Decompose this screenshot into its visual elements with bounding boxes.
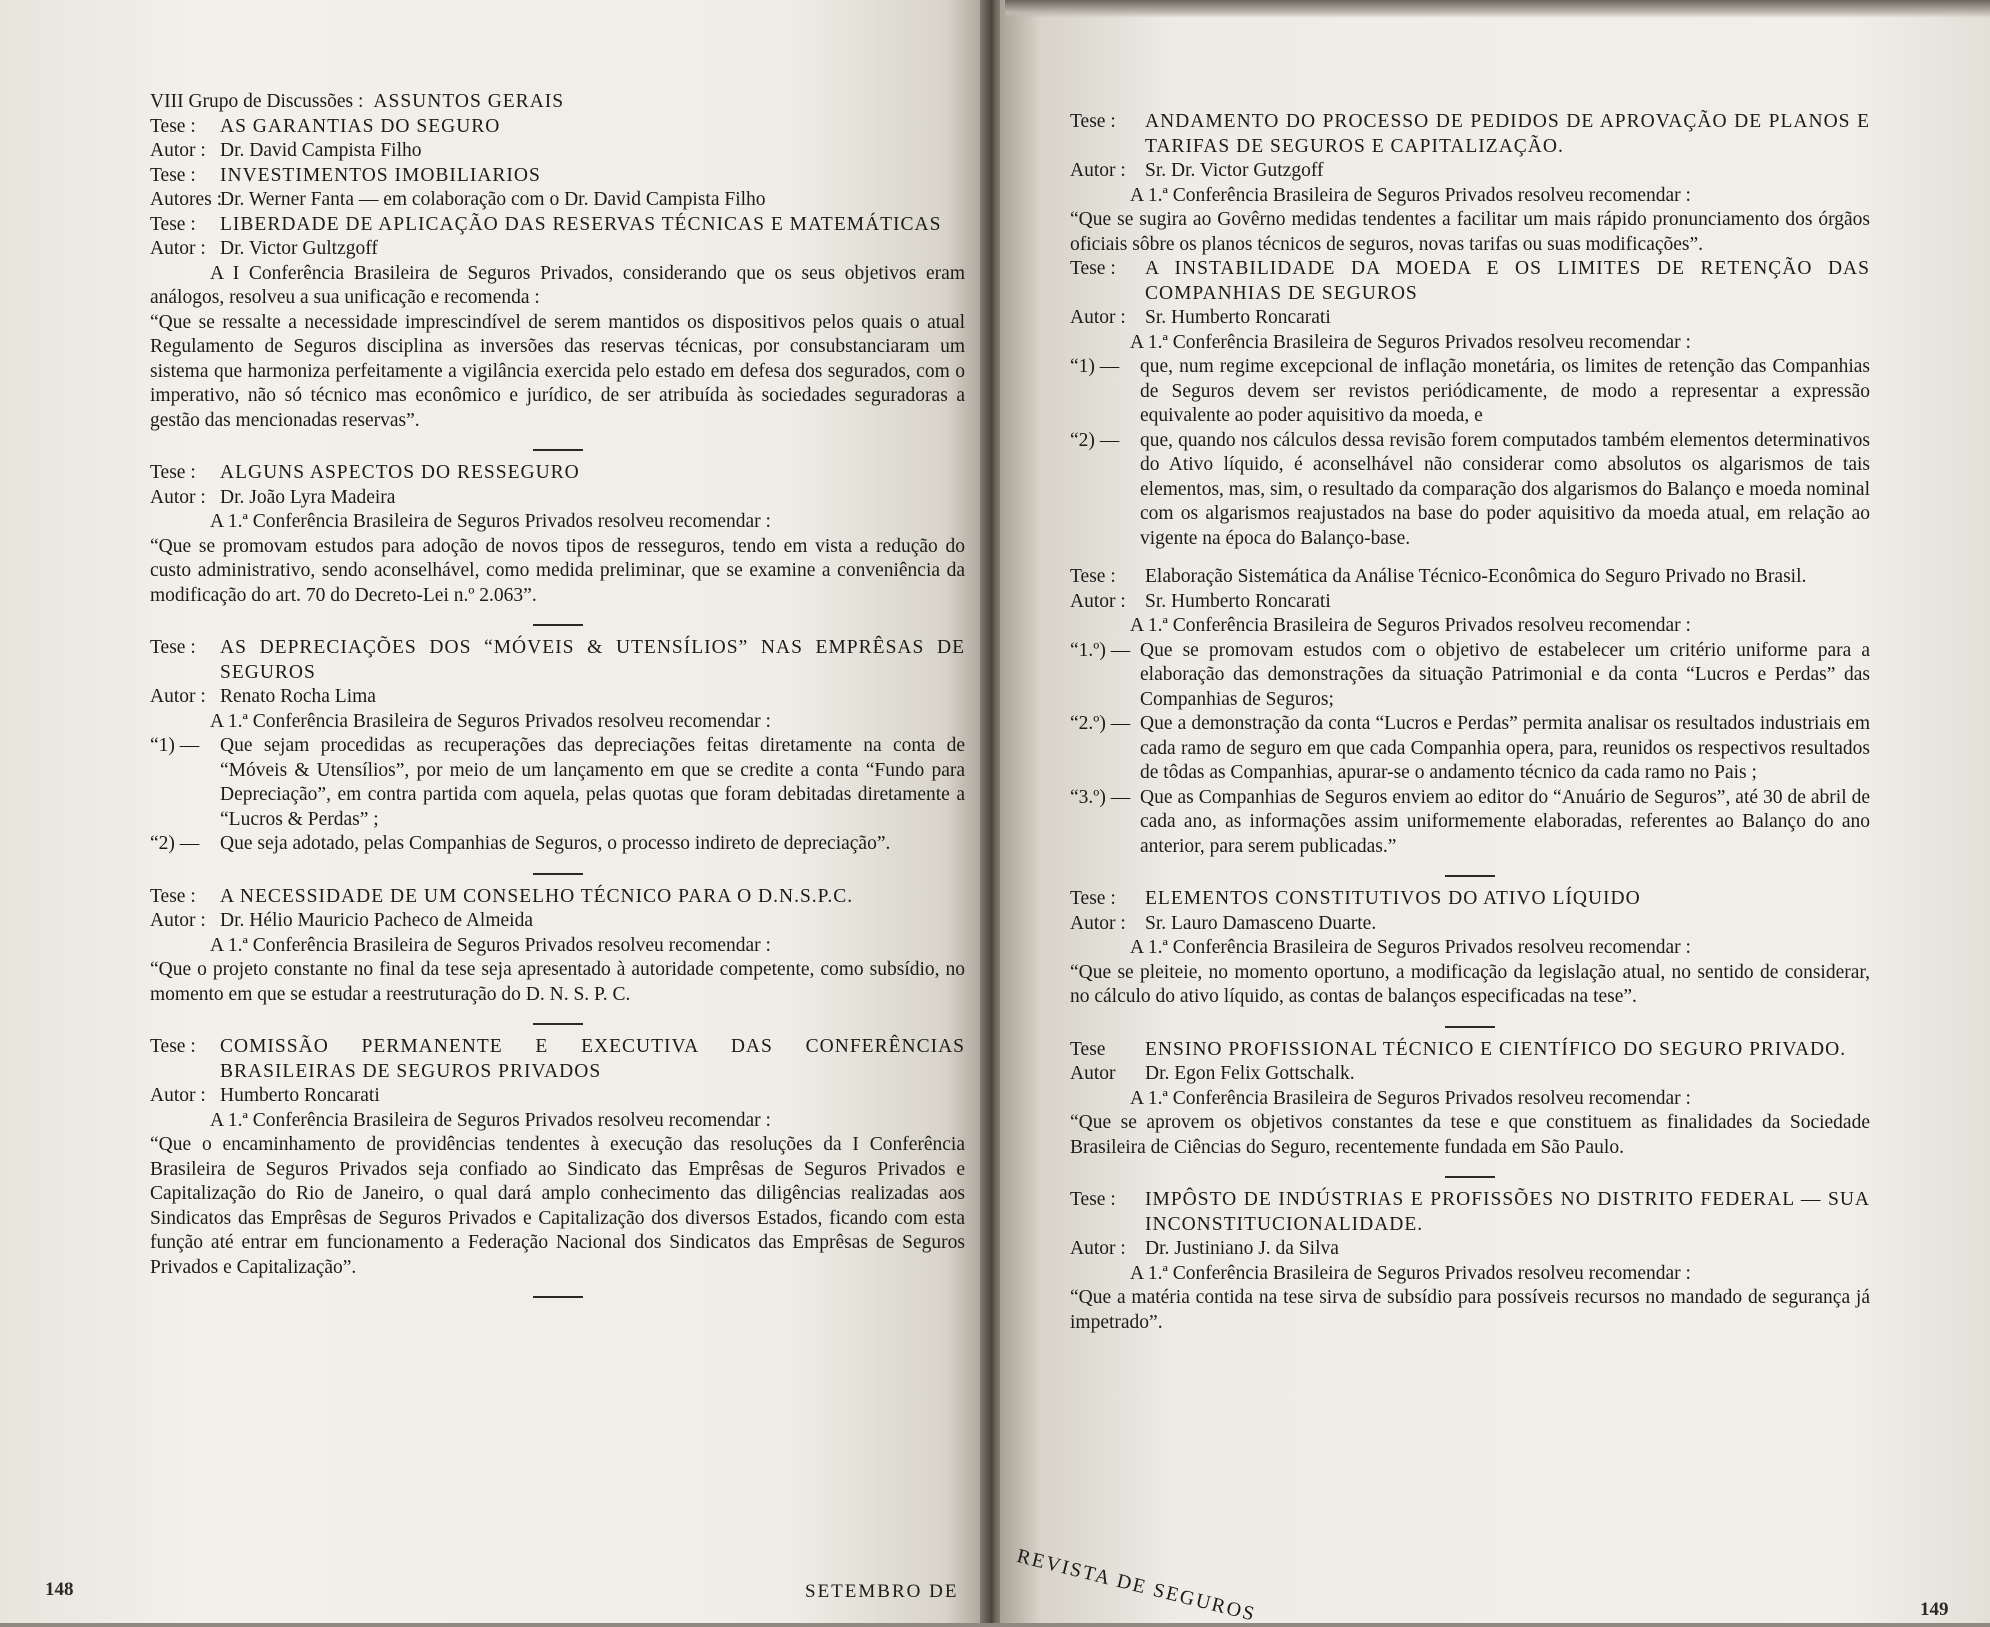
- author-row: [150, 139, 965, 164]
- item-text: que, num regime excepcional de inflação monetária, os limites de retenção das Companhias de Seguros devem ser revistos periódicamente, de modo a representar a expressão equivalente ao poder aquisitivo da moeda, e: [1140, 356, 1870, 426]
- author-label: Autor :: [150, 1085, 206, 1106]
- resolution-quote: “Que a matéria contida na tese sirva de subsídio para possíveis recursos no mandado de segurança já impetrado”.: [1070, 1287, 1870, 1333]
- thesis-label: Tese :: [1070, 888, 1116, 909]
- thesis-title-row: [1070, 110, 1870, 159]
- resolution-item: [1070, 355, 1870, 429]
- resolution-paragraph: A 1.ª Conferência Brasileira de Seguros Privados resolveu recomendar :: [1130, 937, 1691, 958]
- item-number: “1) —: [1070, 356, 1120, 377]
- author-label: Autor: [1070, 1063, 1116, 1084]
- resolution-item: [1070, 639, 1870, 713]
- author-name: Dr. David Campista Filho: [220, 140, 422, 161]
- item-text: Que as Companhias de Seguros enviem ao editor do “Anuário de Seguros”, até 30 de abril de cada ano, as informações assim uniformemente elaboradas, referentes ao Balanço do ano anterior, para serem publicadas.”: [1140, 786, 1870, 857]
- author-label: Autor :: [150, 910, 206, 931]
- resolution-quote: “Que se sugira ao Govêrno medidas tendentes a facilitar um mais rápido pronunciamento dos órgãos oficiais sôbre os planos técnicos de seguros, novas tarifas ou suas modificações”.: [1070, 209, 1870, 255]
- resolution-item: [150, 832, 965, 857]
- thesis-title: ALGUNS ASPECTOS DO RESSEGURO: [220, 462, 580, 483]
- thesis-label: Tese :: [150, 637, 196, 658]
- thesis-title: ENSINO PROFISSIONAL TÉCNICO E CIENTÍFICO DO SEGURO PRIVADO.: [1145, 1038, 1847, 1060]
- author-row: [150, 1084, 965, 1109]
- author-name: Dr. Hélio Mauricio Pacheco de Almeida: [220, 910, 533, 931]
- author-row: [150, 188, 965, 213]
- thesis-title: LIBERDADE DE APLICAÇÃO DAS RESERVAS TÉCNICAS E MATEMÁTICAS: [220, 213, 942, 235]
- section-divider: [1445, 875, 1495, 877]
- resolution-paragraph: A 1.ª Conferência Brasileira de Seguros Privados resolveu recomendar :: [1130, 1087, 1691, 1109]
- author-row: [150, 685, 965, 710]
- resolution-quote: “Que se ressalte a necessidade imprescindível de serem mantidos os dispositivos pelos quais o atual Regulamento de Seguros disciplina as inversões das reservas técnicas, por consubstanciaram um sistema que harmoniza perfeitamente a vigilância exercida pelo estado em defesa dos segurados, com o imperativo, não só técnico mas econômico e jurídico, de ser atribuída às sociedades seguradoras a gestão das mencionadas reservas”.: [150, 311, 965, 431]
- thesis-title: AS DEPRECIAÇÕES DOS “MÓVEIS & UTENSÍLIOS” NAS EMPRÊSAS DE SEGUROS: [220, 637, 965, 683]
- item-number: “2) —: [1070, 429, 1120, 451]
- resolution-quote: “Que o encaminhamento de providências tendentes à execução das resoluções da I Conferência Brasileira de Seguros Privados seja confiado ao Sindicato das Emprêsas de Seguros Privados e Capitalização do Rio de Janeiro, o qual dará amplo conhecimento das diligências realizadas aos Sindicatos das Emprêsas de Seguros Privados e Capitalização dos diversos Estados, ficando com esta função até entrar em funcionamento a Federação Nacional dos Sindicatos das Emprêsas de Seguros Privados e Capitalização”.: [150, 1134, 965, 1278]
- author-row: [150, 237, 965, 262]
- author-row: [1070, 159, 1870, 184]
- thesis-title: COMISSÃO PERMANENTE E EXECUTIVA DAS CONFERÊNCIAS BRASILEIRAS DE SEGUROS PRIVADOS: [220, 1036, 965, 1082]
- author-label: Autor :: [1070, 1238, 1126, 1259]
- author-name: Sr. Humberto Roncarati: [1145, 590, 1331, 612]
- author-row: [150, 486, 965, 511]
- author-name: Dr. João Lyra Madeira: [220, 486, 396, 508]
- author-name: Sr. Dr. Victor Gutzgoff: [1145, 160, 1324, 181]
- resolution-paragraph: A 1.ª Conferência Brasileira de Seguros Privados resolveu recomendar :: [210, 710, 771, 732]
- thesis-label: Tese :: [150, 885, 196, 907]
- thesis-label: Tese :: [150, 1036, 196, 1057]
- thesis-title-row: [150, 461, 965, 486]
- author-label: Autor :: [1070, 307, 1126, 328]
- thesis-title: Elaboração Sistemática da Análise Técnico-Econômica do Seguro Privado no Brasil.: [1145, 566, 1807, 587]
- item-text: Que sejam procedidas as recuperações das depreciações feitas diretamente na conta de “Móveis & Utensílios”, por meio de um lançamento em que se credite a conta “Fundo para Depreciação”, em contra partida com aquela, pelas quotas que foram debitadas diretamente a “Lucros & Perdas” ;: [220, 735, 965, 830]
- right-column: [1070, 110, 1870, 1335]
- author-label: Autor :: [1070, 160, 1126, 181]
- item-number: “3.º) —: [1070, 786, 1131, 808]
- item-text: Que a demonstração da conta “Lucros e Perdas” permita analisar os resultados industriais em cada ramo de seguro em que cada Companhia opera, para, reunidos os respectivos resultados de tôdas as Companhias, apurar-se o andamento técnico da cada ramo no Pais ;: [1140, 713, 1870, 783]
- item-text: Que se promovam estudos com o objetivo de estabelecer um critério uniforme para a elaboração das demonstrações da situação Patrimonial e da conta “Lucros e Perdas” das Companhias de Seguros;: [1140, 639, 1870, 710]
- group-heading-label: VIII Grupo de Discussões :: [150, 91, 364, 112]
- item-number: “1) —: [150, 735, 200, 756]
- author-name: Dr. Justiniano J. da Silva: [1145, 1238, 1339, 1259]
- resolution-quote: “Que se pleiteie, no momento oportuno, a modificação da legislação atual, no sentido de considerar, no cálculo do ativo líquido, as contas de balanços especificadas na tese”.: [1070, 961, 1870, 1007]
- resolution-item: [1070, 712, 1870, 786]
- author-label: Autor :: [150, 140, 206, 161]
- resolution-paragraph: A 1.ª Conferência Brasileira de Seguros Privados resolveu recomendar :: [1130, 331, 1691, 353]
- section-divider: [533, 624, 583, 626]
- thesis-title: A INSTABILIDADE DA MOEDA E OS LIMITES DE RETENÇÃO DAS COMPANHIAS DE SEGUROS: [1145, 258, 1870, 304]
- page-top-edge: [1005, 0, 1990, 18]
- author-row: [1070, 912, 1870, 937]
- thesis-title: A NECESSIDADE DE UM CONSELHO TÉCNICO PARA O D.N.S.P.C.: [220, 885, 854, 907]
- author-name: Humberto Roncarati: [220, 1085, 380, 1106]
- author-row: [1070, 306, 1870, 331]
- resolution-paragraph: A 1.ª Conferência Brasileira de Seguros Privados resolveu recomendar :: [210, 934, 771, 956]
- author-label: Autor :: [1070, 590, 1126, 612]
- thesis-title-row: [150, 885, 965, 910]
- author-name: Sr. Lauro Damasceno Duarte.: [1145, 912, 1377, 934]
- section-divider: [533, 1296, 583, 1298]
- thesis-label: Tese :: [150, 115, 196, 137]
- resolution-paragraph: A 1.ª Conferência Brasileira de Seguros Privados resolveu recomendar :: [210, 511, 771, 532]
- author-name: Sr. Humberto Roncarati: [1145, 307, 1331, 328]
- thesis-title-row: [1070, 1188, 1870, 1237]
- author-label: Autores :: [150, 189, 223, 210]
- item-number: “2) —: [150, 833, 200, 854]
- section-divider: [533, 449, 583, 451]
- page-footer: SETEMBRO DE: [805, 1581, 959, 1602]
- author-label: Autor :: [150, 238, 206, 259]
- section-divider: [533, 873, 583, 875]
- author-name: Dr. Werner Fanta — em colaboração com o Dr. David Campista Filho: [220, 189, 766, 210]
- group-heading-title: ASSUNTOS GERAIS: [373, 91, 565, 112]
- author-row: [150, 909, 965, 934]
- section-divider: [1445, 1026, 1495, 1028]
- section-divider: [533, 1023, 583, 1025]
- thesis-title: ANDAMENTO DO PROCESSO DE PEDIDOS DE APROVAÇÃO DE PLANOS E TARIFAS DE SEGUROS E CAPITALIZAÇÃO.: [1145, 111, 1870, 157]
- thesis-title-row: [1070, 1038, 1870, 1063]
- item-number: “2.º) —: [1070, 713, 1131, 734]
- running-head: REVISTA DE SEGUROS: [1014, 1545, 1259, 1626]
- resolution-paragraph: A 1.ª Conferência Brasileira de Seguros Privados resolveu recomendar :: [1130, 184, 1691, 206]
- thesis-label: Tese :: [1070, 1189, 1116, 1210]
- left-page: [0, 0, 985, 1623]
- group-heading: [150, 90, 965, 115]
- thesis-label: Tese: [1070, 1038, 1106, 1060]
- resolution-paragraph: A 1.ª Conferência Brasileira de Seguros Privados resolveu recomendar :: [1130, 1262, 1691, 1284]
- thesis-label: Tese :: [150, 164, 196, 186]
- left-column: [150, 90, 965, 1308]
- section-divider: [1445, 1176, 1495, 1178]
- thesis-title: IMPÔSTO DE INDÚSTRIAS E PROFISSÕES NO DISTRITO FEDERAL — SUA INCONSTITUCIONALIDADE.: [1145, 1189, 1870, 1235]
- resolution-paragraph: A 1.ª Conferência Brasileira de Seguros Privados resolveu recomendar :: [1130, 615, 1691, 636]
- resolution-item: [150, 734, 965, 832]
- thesis-title-row: [150, 1035, 965, 1084]
- item-number: “1.º) —: [1070, 639, 1131, 661]
- resolution-item: [1070, 429, 1870, 552]
- thesis-title-row: [1070, 565, 1870, 590]
- resolution-quote: “Que se aprovem os objetivos constantes da tese e que constituem as finalidades da Sociedade Brasileira de Ciências do Seguro, recentemente fundada em São Paulo.: [1070, 1112, 1870, 1158]
- thesis-title: ELEMENTOS CONSTITUTIVOS DO ATIVO LÍQUIDO: [1145, 888, 1641, 909]
- author-name: Dr. Victor Gultzgoff: [220, 238, 378, 259]
- thesis-label: Tese :: [150, 213, 196, 235]
- resolution-paragraph: A I Conferência Brasileira de Seguros Privados, considerando que os seus objetivos eram análogos, resolveu a sua unificação e recomenda :: [150, 262, 965, 308]
- thesis-title-row: [150, 213, 965, 238]
- thesis-title-row: [1070, 257, 1870, 306]
- author-label: Autor :: [150, 486, 206, 508]
- thesis-label: Tese :: [1070, 566, 1116, 587]
- author-row: [1070, 1062, 1870, 1087]
- right-page: [1000, 0, 1990, 1623]
- thesis-title-row: [1070, 887, 1870, 912]
- item-text: que, quando nos cálculos dessa revisão forem computados também elementos determinativos do Ativo líquido, é aconselhável não considerar como absolutos os algarismos de tais elementos, mas, sim, o resultado da comparação dos algarismos do Balanço e moeda nominal com os algarismos reajustados na base do poder aquisitivo da moeda atual, em relação ao vigente na época do Balanço-base.: [1140, 429, 1870, 549]
- resolution-item: [1070, 786, 1870, 860]
- page-number: 149: [1920, 1599, 1949, 1620]
- resolution-paragraph: A 1.ª Conferência Brasileira de Seguros Privados resolveu recomendar :: [210, 1109, 771, 1131]
- author-label: Autor :: [150, 686, 206, 707]
- author-name: Dr. Egon Felix Gottschalk.: [1145, 1063, 1355, 1084]
- thesis-title-row: [150, 115, 965, 140]
- page-number: 148: [45, 1579, 74, 1600]
- thesis-title-row: [150, 164, 965, 189]
- author-row: [1070, 1237, 1870, 1262]
- thesis-label: Tese :: [1070, 258, 1116, 279]
- thesis-title: INVESTIMENTOS IMOBILIARIOS: [220, 164, 541, 186]
- thesis-title-row: [150, 636, 965, 685]
- resolution-quote: “Que se promovam estudos para adoção de novos tipos de resseguros, tendo em vista a redução do custo administrativo, sendo aconselhável, como medida preliminar, que se examine a conveniência da modificação do art. 70 do Decreto-Lei n.º 2.063”.: [150, 535, 965, 606]
- item-text: Que seja adotado, pelas Companhias de Seguros, o processo indireto de depreciação”.: [220, 833, 891, 854]
- thesis-label: Tese :: [150, 462, 196, 483]
- thesis-title: AS GARANTIAS DO SEGURO: [220, 115, 501, 137]
- author-name: Renato Rocha Lima: [220, 686, 376, 707]
- resolution-quote: “Que o projeto constante no final da tese seja apresentado à autoridade competente, como subsídio, no momento em que se estudar a reestruturação do D. N. S. P. C.: [150, 959, 965, 1005]
- author-row: [1070, 590, 1870, 615]
- section-gap: [1070, 551, 1870, 565]
- author-label: Autor :: [1070, 912, 1126, 934]
- thesis-label: Tese :: [1070, 111, 1116, 132]
